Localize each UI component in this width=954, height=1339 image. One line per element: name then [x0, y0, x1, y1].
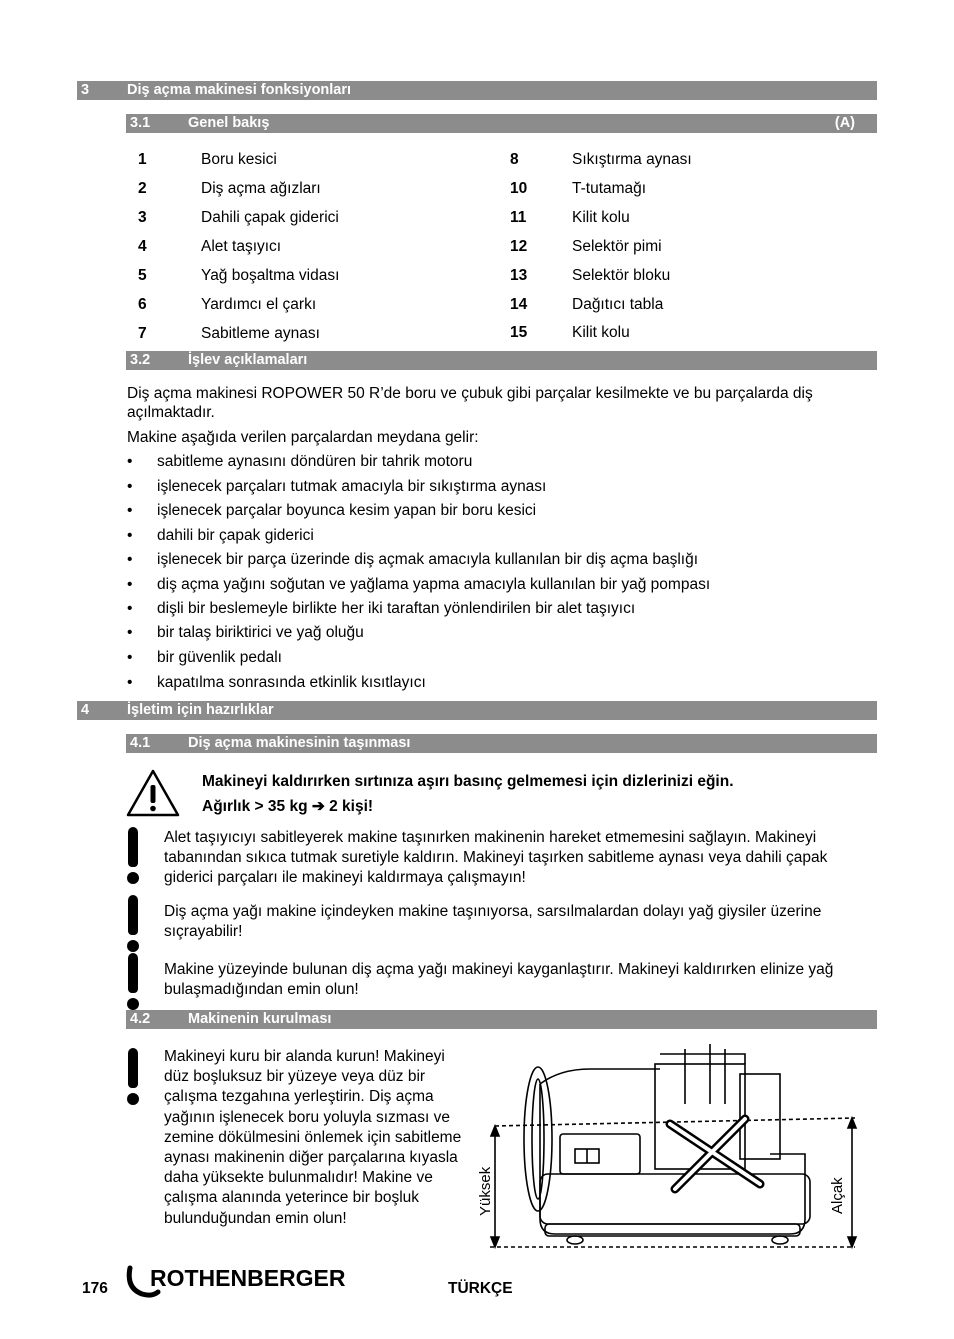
- label-high: Yüksek: [477, 1166, 494, 1216]
- item-label: Alet taşıyıcı: [201, 238, 282, 255]
- list-item-text: işlenecek bir parça üzerinde diş açmak amacıyla kullanılan bir diş açma başlığı: [157, 551, 699, 568]
- item-number: 8: [510, 151, 519, 168]
- section-4-header: [77, 701, 877, 720]
- bullet-mark: •: [127, 600, 133, 617]
- section-4-1-header: [126, 734, 877, 753]
- section-title: İşlev açıklamaları: [188, 352, 308, 368]
- item-label: Dahili çapak giderici: [201, 209, 339, 226]
- item-number: 12: [510, 238, 528, 255]
- item-number: 15: [510, 324, 528, 341]
- section-number: 3: [81, 82, 90, 98]
- section-3-2-header: [126, 351, 877, 370]
- list-item-text: işlenecek parçalar boyunca kesim yapan bir boru kesici: [157, 502, 537, 519]
- item-label: Boru kesici: [201, 151, 277, 168]
- label-low: Alçak: [829, 1177, 846, 1214]
- warning-text: Makineyi kaldırırken sırtınıza aşırı basınç gelmemesi için dizlerinizi eğin.: [202, 773, 734, 790]
- note-text: Makine yüzeyinde bulunan diş açma yağı makineyi kayganlaştırır. Makineyi kaldırırken elinize yağ bulaşmadığından emin olun!: [164, 961, 834, 998]
- item-number: 13: [510, 267, 528, 284]
- item-number: 2: [138, 180, 147, 197]
- item-number: 14: [510, 296, 528, 313]
- bullet-mark: •: [127, 527, 133, 544]
- note-text: Alet taşıyıcıyı sabitleyerek makine taşınırken makinenin hareket etmemesini sağlayın. Makineyi tabanından sıkıca tutmak suretiyle kaldırın. Makineyi taşırken sabitleme aynası veya dahili çapak giderici parçaları ile makineyi kaldırmaya çalışmayın!: [164, 829, 828, 886]
- item-label: Selektör pimi: [572, 238, 662, 255]
- bullet-mark: •: [127, 453, 133, 470]
- section-4-2-header: [126, 1010, 877, 1029]
- bullet-mark: •: [127, 576, 133, 593]
- figure-reference: (A): [834, 115, 855, 131]
- section-3-1-header: [126, 114, 877, 133]
- item-number: 6: [138, 296, 147, 313]
- bullet-mark: •: [127, 478, 133, 495]
- item-number: 4: [138, 238, 147, 255]
- section-3-header: [77, 81, 877, 100]
- list-item-text: diş açma yağını soğutan ve yağlama yapma amacıyla kullanılan bir yağ pompası: [157, 576, 711, 593]
- section-title: İşletim için hazırlıklar: [127, 702, 274, 718]
- list-item-text: sabitleme aynasını döndüren bir tahrik motoru: [157, 453, 473, 470]
- list-item-text: bir talaş biriktirici ve yağ oluğu: [157, 624, 364, 641]
- list-item-text: işlenecek parçaları tutmak amacıyla bir sıkıştırma aynası: [157, 478, 547, 495]
- item-label: Yardımcı el çarkı: [201, 296, 317, 313]
- item-number: 1: [138, 151, 147, 168]
- item-number: 7: [138, 325, 147, 342]
- installation-text: Makineyi kuru bir alanda kurun! Makineyi düz boşluksuz bir yüzeye veya düz bir çalışma tezgahına yerleştirin. Diş açma yağının işlenecek boru yoluyla sızması ve zemine dökülmesini önlemek için sabitleme aynası makinenin diğer parçalarına kıyasla daha yüksekte bulunmalıdır! Makine ve çalışma alanında yeterince bir boşluk bulunduğundan emin olun!: [164, 1048, 462, 1227]
- item-label: Kilit kolu: [572, 209, 630, 226]
- bullet-mark: •: [127, 649, 133, 666]
- item-number: 5: [138, 267, 147, 284]
- brand-name: ROTHENBERGER: [150, 1265, 346, 1291]
- section-number: 4: [81, 702, 90, 718]
- weight-warning: Ağırlık > 35 kg ➔ 2 kişi!: [202, 798, 374, 815]
- item-label: Selektör bloku: [572, 267, 671, 284]
- list-item-text: dişli bir beslemeyle birlikte her iki taraftan yönlendirilen bir alet taşıyıcı: [157, 600, 636, 617]
- item-label: Yağ boşaltma vidası: [201, 267, 340, 284]
- item-number: 11: [510, 209, 527, 226]
- bullet-mark: •: [127, 551, 133, 568]
- section-title: Diş açma makinesi fonksiyonları: [127, 82, 352, 98]
- section-number: 4.1: [130, 735, 151, 751]
- function-intro: Diş açma makinesi ROPOWER 50 R’de boru ve çubuk gibi parçalar kesilmekte ve bu parçalarda diş açılmaktadır.: [127, 385, 813, 421]
- list-item-text: kapatılma sonrasında etkinlik kısıtlayıcı: [157, 674, 426, 691]
- machine-illustration: [470, 1044, 870, 1254]
- section-number: 3.1: [130, 115, 151, 131]
- list-item-text: dahili bir çapak giderici: [157, 527, 314, 544]
- function-consists: Makine aşağıda verilen parçalardan meydana gelir:: [127, 429, 479, 446]
- bullet-mark: •: [127, 502, 133, 519]
- section-title: Genel bakış: [188, 115, 270, 131]
- bullet-mark: •: [127, 624, 133, 641]
- item-label: Diş açma ağızları: [201, 180, 321, 197]
- section-number: 3.2: [130, 352, 151, 368]
- rothenberger-logo: [124, 1262, 364, 1298]
- language-label: TÜRKÇE: [448, 1280, 513, 1297]
- bullet-mark: •: [127, 674, 133, 691]
- section-title: Makinenin kurulması: [188, 1011, 332, 1027]
- item-label: Dağıtıcı tabla: [572, 296, 664, 313]
- page-number: 176: [82, 1280, 108, 1297]
- item-label: Sabitleme aynası: [201, 325, 320, 342]
- item-number: 3: [138, 209, 147, 226]
- item-label: Sıkıştırma aynası: [572, 151, 692, 168]
- item-label: T-tutamağı: [572, 180, 647, 197]
- list-item-text: bir güvenlik pedalı: [157, 649, 282, 666]
- section-title: Diş açma makinesinin taşınması: [188, 735, 411, 751]
- item-number: 10: [510, 180, 528, 197]
- warning-triangle-icon: [125, 768, 181, 818]
- section-number: 4.2: [130, 1011, 151, 1027]
- note-text: Diş açma yağı makine içindeyken makine taşınıyorsa, sarsılmalardan dolayı yağ giysiler üzerine sıçrayabilir!: [164, 903, 822, 940]
- item-label: Kilit kolu: [572, 324, 630, 341]
